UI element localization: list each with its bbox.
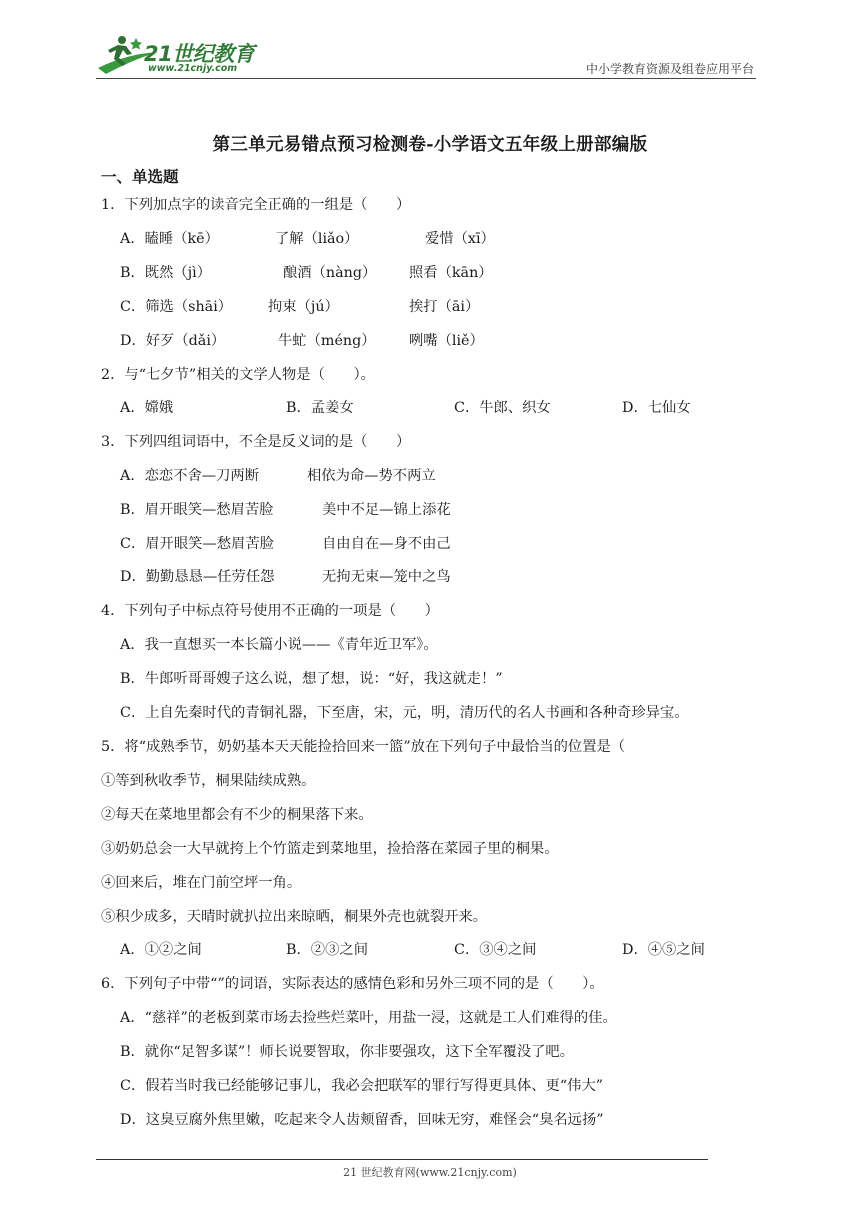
option: B．牛郎听哥哥嫂子这么说，想了想，说：“好，我这就走！”: [120, 671, 503, 687]
page-header: [96, 32, 756, 78]
question-stem: 4．下列句子中标点符号使用不正确的一项是（ ）: [101, 603, 439, 619]
option-part: 无拘无束—笼中之鸟: [322, 569, 451, 585]
site-logo: [96, 32, 266, 76]
option: C．③④之间: [454, 942, 537, 958]
numbered-sentence: ⑤积少成多，天晴时就扒拉出来晾晒，桐果外壳也就裂开来。: [101, 909, 488, 925]
question-stem: 2．与“七夕节”相关的文学人物是（ ）。: [101, 367, 375, 383]
logo-text: 21世纪教育: [144, 42, 255, 66]
section-heading: 一、单选题: [101, 167, 179, 186]
option: C．上自先秦时代的青铜礼器，下至唐，宋，元，明，清历代的名人书画和各种奇珍异宝。: [120, 705, 689, 721]
header-divider: [96, 78, 756, 79]
option: B．就你“足智多谋”！师长说要智取，你非要强攻，这下全军覆没了吧。: [120, 1044, 575, 1060]
option-part: 了解（liǎo）: [275, 231, 359, 247]
option-part: 相依为命—势不两立: [307, 468, 436, 484]
page-title: 第三单元易错点预习检测卷-小学语文五年级上册部编版: [212, 135, 648, 155]
option-part: 爱惜（xī）: [425, 231, 495, 247]
option: C．筛选（shāi）: [120, 299, 233, 315]
option: D．这臭豆腐外焦里嫩，吃起来令人齿颊留香，回味无穷，难怪会“臭名远扬”: [120, 1112, 604, 1128]
question-stem: 1．下列加点字的读音完全正确的一组是（ ）: [101, 197, 411, 213]
option-part: 牛虻（méng）: [278, 333, 376, 349]
option: D．七仙女: [622, 400, 691, 416]
footer-text: 21 世纪教育网(www.21cnjy.com): [343, 1166, 517, 1179]
numbered-sentence: ③奶奶总会一大早就挎上个竹篮走到菜地里，捡拾落在菜园子里的桐果。: [101, 841, 559, 857]
footer-divider: [96, 1159, 708, 1160]
option: D．④⑤之间: [622, 942, 705, 958]
option: A．嫦娥: [120, 400, 174, 416]
option: C．眉开眼笑—愁眉苦脸: [120, 536, 274, 552]
option: B．②③之间: [286, 942, 368, 958]
option: A．恋恋不舍—刀两断: [120, 468, 259, 484]
logo-url: www.21cnjy.com: [148, 63, 238, 74]
option-part: 拘束（jú）: [268, 299, 339, 315]
option: D．勤勤恳恳—任劳任怨: [120, 569, 275, 585]
option-part: 自由自在—身不由己: [322, 536, 451, 552]
question-stem: 3．下列四组词语中，不全是反义词的是（ ）: [101, 434, 411, 450]
option: B．孟姜女: [286, 400, 354, 416]
platform-name: 中小学教育资源及组卷应用平台: [585, 62, 754, 76]
option-part: 酿酒（nàng）: [283, 265, 377, 281]
option-part: 挨打（āi）: [409, 299, 480, 315]
option: B．眉开眼笑—愁眉苦脸: [120, 502, 274, 518]
option-part: 照看（kān）: [409, 265, 493, 281]
option: A．①②之间: [120, 942, 202, 958]
option: C．假若当时我已经能够记事儿，我必会把联军的罪行写得更具体、更“伟大”: [120, 1078, 604, 1094]
question-stem: 6．下列句子中带“”的词语，实际表达的感情色彩和另外三项不同的是（ ）。: [101, 976, 604, 992]
question-stem: 5．将“成熟季节，奶奶基本天天能捡拾回来一篮”放在下列句子中最恰当的位置是（: [101, 739, 626, 755]
option: A．“慈祥”的老板到菜市场去捡些烂菜叶，用盐一浸，这就是工人们难得的佳。: [120, 1010, 617, 1026]
option: A．瞌睡（kē）: [120, 231, 219, 247]
option: D．好歹（dǎi）: [120, 333, 226, 349]
option-part: 美中不足—锦上添花: [322, 502, 451, 518]
numbered-sentence: ④回来后，堆在门前空坪一角。: [101, 875, 302, 891]
option: A．我一直想买一本长篇小说——《青年近卫军》。: [120, 637, 438, 653]
option: C．牛郎、织女: [454, 400, 551, 416]
numbered-sentence: ①等到秋收季节，桐果陆续成熟。: [101, 773, 316, 789]
option: B．既然（jì）: [120, 265, 211, 281]
numbered-sentence: ②每天在菜地里都会有不少的桐果落下来。: [101, 807, 373, 823]
option-part: 咧嘴（liě）: [409, 333, 484, 349]
